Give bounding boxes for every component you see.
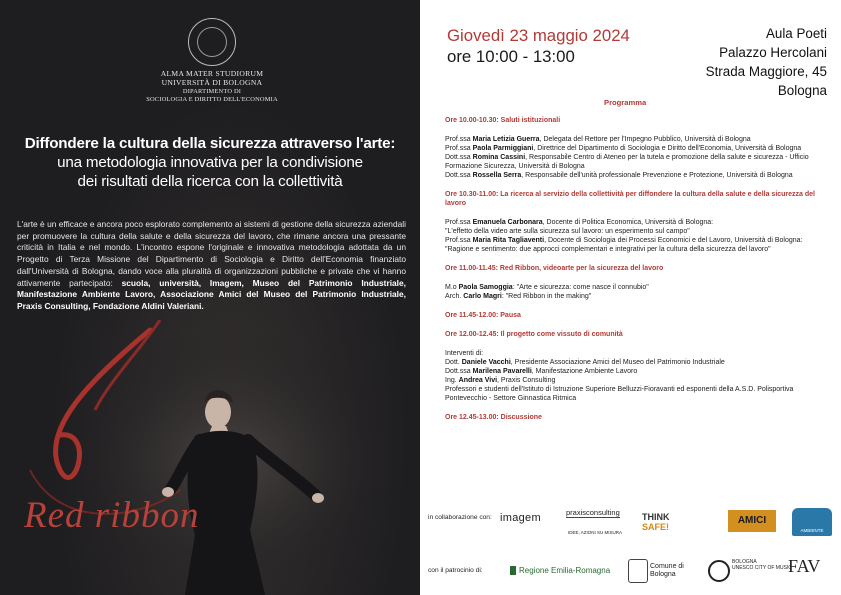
speakers-intro: Interventi di: bbox=[445, 350, 484, 357]
session-speakers bbox=[445, 283, 828, 301]
venue-block bbox=[706, 24, 827, 100]
speaker-row: Prof.ssa Maria Letizia Guerra, Delegata del Rettore per l'Impegno Pubblico, Università di Bologna bbox=[445, 136, 751, 143]
speaker-row: Dott. Daniele Vacchi, Presidente Associazione Amici del Museo del Patrimonio Industriale bbox=[445, 359, 725, 366]
abstract-partners: scuola, università, Imagem, Museo del Patrimonio Industriale, Manifestazione Ambiente Lavoro, Associazione Amici del Museo del Patrimonio Industriale, Praxis Consulting, Fondazione Aldini Valeriani. bbox=[17, 277, 406, 311]
abstract-part1: L'arte è un efficace e ancora poco esplorato complemento ai sistemi di gestione della sicurezza aziendali per promuovere la cultura della salute e della sicurezza del lavoro, che rimane ancora una pressante criticità in Italia e nel mondo. L'incontro espone l'originale e innovativa metodologia adottata da un Progetto di Terza Missione del Dipartimento di Sociologia e Diritto dell'Economia finanziato dall'Università di Bologna, dando voce alla pluralità di organizzazioni pubbliche e private che vi hanno attivamente partecipato: bbox=[17, 219, 406, 288]
think-safe-logo: THINK SAFE! bbox=[642, 512, 670, 532]
session-title: Ore 11.45-12.00: Pausa bbox=[445, 312, 521, 319]
left-panel bbox=[0, 0, 420, 595]
speaker-row: Ing. Andrea Vivi, Praxis Consulting bbox=[445, 377, 556, 384]
speaker-row: Dott.ssa Rossella Serra, Responsabile dell'unità professionale Prevenzione e Protezione, Università di Bologna bbox=[445, 172, 793, 179]
venue-line: Aula Poeti bbox=[765, 26, 827, 41]
abstract-text bbox=[17, 219, 406, 313]
programme-list bbox=[445, 116, 828, 432]
city-of-music-icon bbox=[708, 560, 730, 582]
comune-bologna-logo: Comune di Bologna bbox=[650, 563, 684, 578]
speaker-row: M.o Paola Samoggia: "Arte e sicurezza: come nasce il connubio" bbox=[445, 284, 649, 291]
session-title: Ore 10.30-11.00: La ricerca al servizio della collettività per diffondere la cultura della salute e della sicurezza del lavoro bbox=[445, 191, 815, 207]
speaker-row: Arch. Carlo Magri: "Red Ribbon in the making" bbox=[445, 293, 592, 300]
event-title-line3: dei risultati della ricerca con la collettività bbox=[77, 173, 343, 190]
session-speakers bbox=[445, 135, 828, 180]
session-title: Ore 12.45-13.00: Discussione bbox=[445, 414, 542, 421]
university-name-line2: UNIVERSITÀ DI BOLOGNA bbox=[161, 78, 263, 87]
talk-title: "Ragione e sentimento: due approcci complementari e integrativi per la cultura della sicurezza del lavoro" bbox=[445, 246, 771, 253]
talk-title: "L'effetto della video arte sulla sicurezza sul lavoro: un esperimento sul campo" bbox=[445, 228, 690, 235]
session-title: Ore 12.00-12.45: Il progetto come vissuto di comunità bbox=[445, 331, 623, 338]
dancer-illustration bbox=[0, 320, 420, 595]
department-name bbox=[120, 88, 304, 104]
venue-line: Bologna bbox=[777, 83, 827, 98]
event-title bbox=[10, 134, 410, 191]
event-date: Giovedì 23 maggio 2024 bbox=[447, 26, 630, 45]
event-title-line2: una metodologia innovativa per la condivisione bbox=[57, 154, 363, 171]
venue-line: Palazzo Hercolani bbox=[719, 45, 827, 60]
session-title: Ore 10.00-10.30: Saluti istituzionali bbox=[445, 117, 561, 124]
ambiente-lavoro-logo: AMBIENTE bbox=[792, 508, 832, 536]
patronage-label: con il patrocinio di: bbox=[428, 567, 483, 574]
session-speakers bbox=[445, 349, 828, 403]
speaker-row: Dott.ssa Romina Cassini, Responsabile Centro di Ateneo per la tutela e promozione della salute e sicurezza - Ufficio Formazione Sicurezza, Università di Bologna bbox=[445, 154, 809, 170]
venue-line: Strada Maggiore, 45 bbox=[705, 64, 827, 79]
artwork-title: Red ribbon bbox=[24, 495, 200, 536]
participants-note: Professori e studenti dell'Istituto di Istruzione Superiore Belluzzi-Fioravanti ed esponenti della A.S.D. Polisportiva Pontevecchio - Settore Ginnastica Ritmica bbox=[445, 386, 794, 402]
university-name bbox=[120, 69, 304, 87]
university-seal-icon bbox=[188, 18, 236, 66]
speaker-row: Dott.ssa Marilena Pavarelli, Manifestazione Ambiente Lavoro bbox=[445, 368, 638, 375]
event-time: ore 10:00 - 13:00 bbox=[447, 47, 575, 66]
amici-logo: AMICI bbox=[728, 510, 776, 532]
imagem-logo: imagem bbox=[500, 512, 541, 524]
regione-emilia-romagna-logo: Regione Emilia-Romagna bbox=[510, 566, 610, 575]
programme-heading: Programma bbox=[604, 98, 647, 107]
session-title: Ore 11.00-11.45: Red Ribbon, videoarte per la sicurezza del lavoro bbox=[445, 265, 664, 272]
university-name-line1: ALMA MATER STUDIORUM bbox=[160, 69, 264, 78]
speaker-row: Prof.ssa Emanuela Carbonara, Docente di Politica Economica, Università di Bologna: bbox=[445, 219, 714, 226]
city-of-music-logo: BOLOGNA UNESCO CITY OF MUSIC bbox=[732, 559, 792, 571]
fav-logo: FAV bbox=[788, 556, 821, 576]
session-speakers bbox=[445, 218, 828, 254]
collaboration-label: in collaborazione con: bbox=[428, 514, 492, 521]
comune-crest-icon bbox=[628, 559, 648, 583]
speaker-row: Prof.ssa Paola Parmiggiani, Direttrice del Dipartimento di Sociologia e Diritto dell'Economia, Università di Bologna bbox=[445, 145, 802, 152]
praxis-logo: praxisconsulting bbox=[566, 508, 620, 517]
event-title-line1: Diffondere la cultura della sicurezza attraverso l'arte: bbox=[24, 135, 396, 152]
seal-inner-ring bbox=[197, 27, 227, 57]
praxis-tagline: IDEE, AZIONI SU MISURA bbox=[568, 530, 623, 535]
department-line1: DIPARTIMENTO DI bbox=[182, 88, 242, 95]
department-line2: SOCIOLOGIA E DIRITTO DELL'ECONOMIA bbox=[146, 96, 278, 103]
speaker-row: Prof.ssa Maria Rita Tagliaventi, Docente di Sociologia dei Processi Economici e del Lavoro, Università di Bologna: bbox=[445, 237, 803, 244]
